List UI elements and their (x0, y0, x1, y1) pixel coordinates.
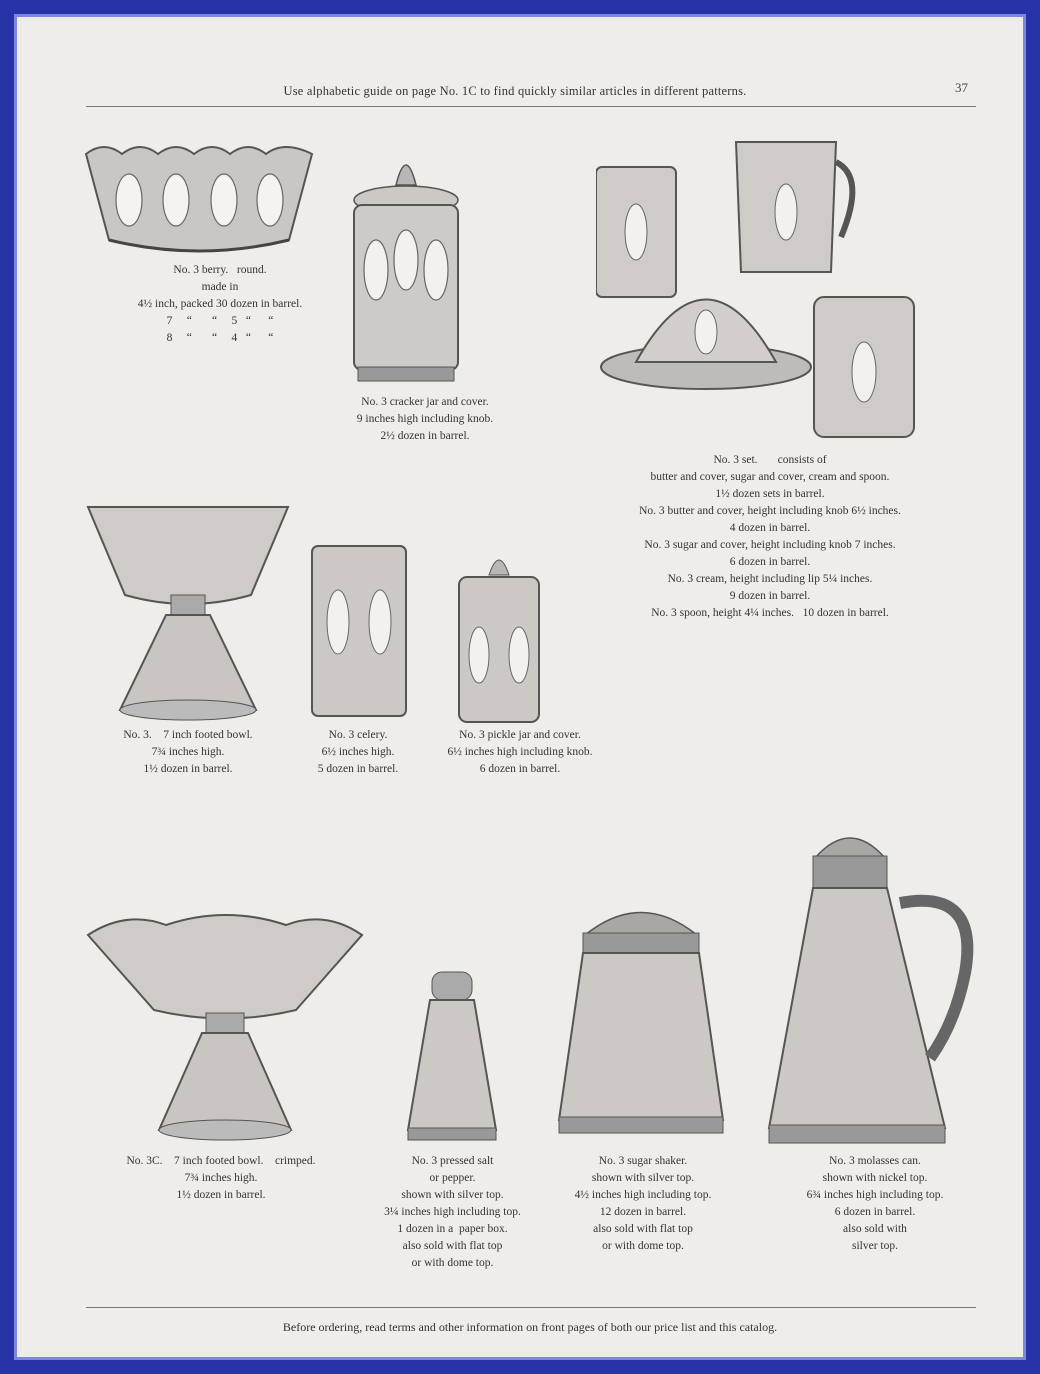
sugar-shaker-illustration (555, 895, 727, 1140)
page-header: Use alphabetic guide on page No. 1C to find quickly similar articles in different patterns. (283, 84, 747, 98)
header-rule (86, 106, 976, 107)
caption-crimped-bowl: No. 3C. 7 inch footed bowl. crimped. 7¾ inches high. 1½ dozen in barrel. (126, 1155, 316, 1201)
caption-footed-bowl: No. 3. 7 inch footed bowl. 7¾ inches high. 1½ dozen in barrel. (123, 729, 253, 775)
berry-bowl-illustration (84, 140, 314, 260)
caption-pickle-jar: No. 3 pickle jar and cover. 6½ inches high including knob. 6 dozen in barrel. (447, 729, 593, 775)
page-footer: Before ordering, read terms and other information on front pages of both our price list and this catalog. (282, 1320, 778, 1334)
caption-celery: No. 3 celery. 6½ inches high. 5 dozen in barrel. (317, 729, 399, 775)
caption-molasses-can: No. 3 molasses can. shown with nickel top. 6¾ inches high including top. 6 dozen in barrel. also sold with silver top. (806, 1155, 944, 1252)
pickle-jar-illustration (455, 545, 543, 727)
caption-set: No. 3 set. consists of butter and cover, sugar and cover, cream and spoon. 1½ dozen sets in barrel. No. 3 butter and cover, height including knob 6½ inches. 4 dozen in barrel. No. 3 sugar and cover, height including knob 7 inches. 6 dozen in barrel. No. 3 cream, height including lip 5¼ inches. 9 dozen in barrel. No. 3 spoon, height 4¼ inches. 10 dozen in barrel. (639, 454, 901, 619)
salt-shaker-illustration (402, 970, 502, 1145)
molasses-can-illustration (765, 823, 980, 1148)
caption-berry: No. 3 berry. round. made in 4½ inch, packed 30 dozen in barrel. 7 “ “ 5 “ “ 8 “ “ 4 “ “ (137, 264, 303, 344)
caption-sugar-shaker: No. 3 sugar shaker. shown with silver top. 4½ inches high including top. 12 dozen in barrel. also sold with flat top or with dome top. (574, 1155, 712, 1252)
cracker-jar-illustration (346, 145, 466, 390)
caption-salt-shaker: No. 3 pressed salt or pepper. shown with silver top. 3¼ inches high including top. 1 dozen in a paper box. also sold with flat top or with dome top. (384, 1155, 521, 1269)
footer-rule (86, 1307, 976, 1308)
celery-illustration (308, 542, 410, 727)
caption-cracker-jar: No. 3 cracker jar and cover. 9 inches high including knob. 2½ dozen in barrel. (356, 396, 494, 442)
crimped-bowl-illustration (86, 905, 364, 1145)
page-number: 37 (955, 80, 968, 95)
table-set-illustration (596, 137, 976, 447)
footed-bowl-illustration (86, 495, 290, 725)
